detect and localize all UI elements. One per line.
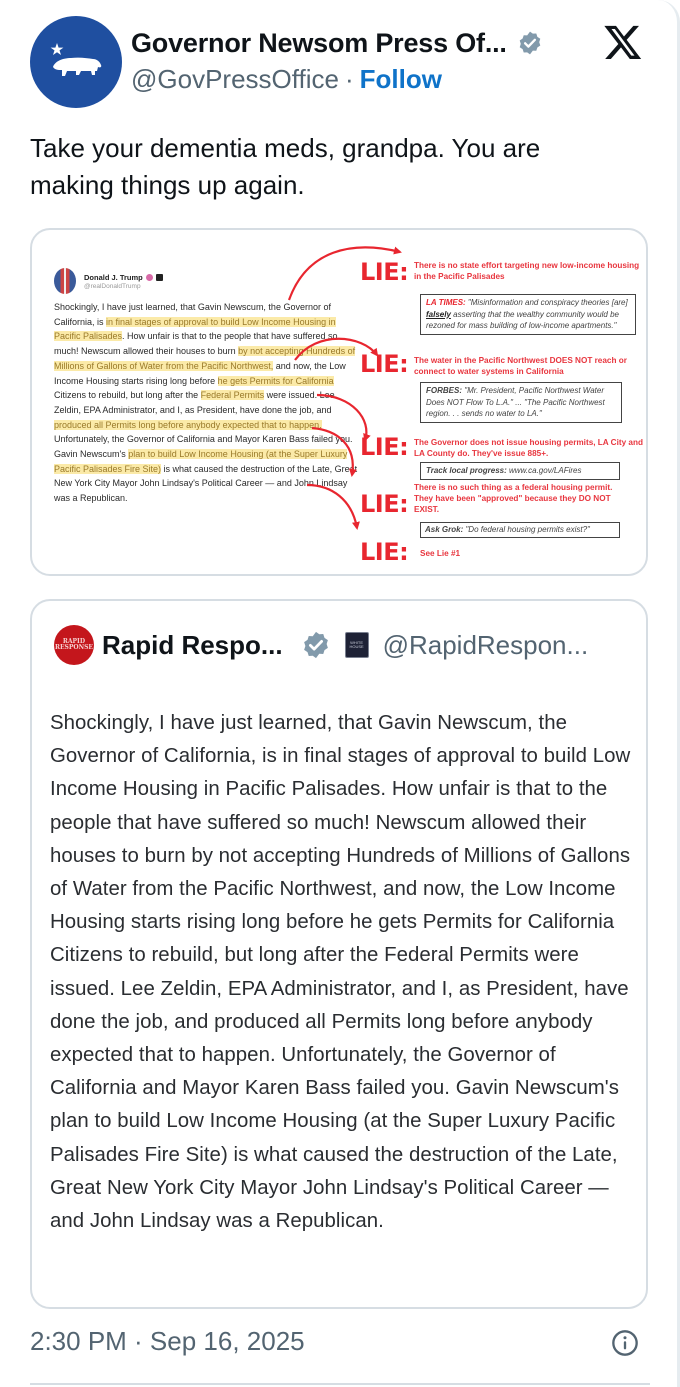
highlighted-segment: in final stages of approval to build Low Income Housing in Pacific Palisades bbox=[54, 316, 336, 342]
post-timestamp[interactable]: 2:30 PM · Sep 16, 2025 bbox=[30, 1326, 305, 1356]
california-bear-flag-icon bbox=[45, 37, 107, 87]
source-emphasis: falsely bbox=[426, 309, 451, 319]
highlighted-segment: Federal Permits bbox=[200, 390, 265, 401]
fact-check-column bbox=[360, 230, 648, 576]
highlighted-segment: by not accepting Hundreds of Millions of Gallons of Water from the Pacific Northwest, bbox=[54, 346, 356, 371]
source-text: "Mr. President, Pacific Northwest Water Does NOT Flow To L.A." ... "The Pacific Northwest region. . . sends no water to LA." bbox=[426, 386, 605, 418]
highlighted-segment: he gets Permits for California bbox=[217, 375, 334, 386]
text-segment: were issued. Lee Zeldin, EPA Administrator, and I, as President, have done the job, and bbox=[54, 390, 335, 415]
follow-button[interactable]: Follow bbox=[359, 64, 442, 94]
source-text: www.ca.gov/LAFires bbox=[506, 466, 582, 475]
source-box bbox=[420, 522, 620, 538]
white-house-badge-icon bbox=[345, 632, 369, 658]
source-box bbox=[420, 382, 622, 423]
lie-claim: See Lie #1 bbox=[420, 549, 461, 558]
embedded-post-handle: @realDonaldTrump bbox=[84, 282, 141, 290]
avatar-text: RAPID RESPONSE bbox=[54, 638, 94, 651]
attached-image[interactable] bbox=[30, 228, 648, 576]
info-icon[interactable] bbox=[611, 1329, 639, 1357]
embedded-post-avatar bbox=[54, 268, 76, 294]
text-segment: is what caused the destruction of the Late, Great New York City Mayor John Lindsay's Political Career — and John Lindsay was a Republican. bbox=[54, 463, 358, 504]
source-box bbox=[420, 462, 620, 480]
lie-claim: There is no state effort targeting new low-income housing in the Pacific Palisades bbox=[414, 261, 640, 281]
source-label: LA TIMES: bbox=[426, 298, 466, 307]
highlighted-segment: produced all Permits long before anybody expected that to happen. bbox=[54, 419, 322, 430]
lie-claim: The Governor does not issue housing permits, LA City and LA County do. They've issue 885+. bbox=[414, 438, 643, 458]
footer-divider bbox=[30, 1383, 650, 1385]
lie-label: LIE: bbox=[360, 350, 409, 378]
highlighted-segment: plan to build Low Income Housing (at the Super Luxury Pacific Palisades Fire Site) bbox=[54, 449, 348, 474]
quoted-author-display-name[interactable]: Rapid Respo... bbox=[102, 629, 283, 660]
verified-badge-icon bbox=[301, 630, 331, 660]
quoted-author-avatar[interactable] bbox=[54, 625, 94, 665]
text-segment: Shockingly, I have just learned, that Gavin Newscum, the Governor of California, is bbox=[54, 302, 331, 327]
lie-label: LIE: bbox=[360, 490, 409, 518]
affiliate-text: WHITE HOUSE bbox=[349, 640, 364, 649]
quoted-post-header bbox=[54, 627, 588, 663]
quoted-post-text: Shockingly, I have just learned, that Gavin Newscum, the Governor of California, is in final stages of approval to build Low Income Housing in Pacific Palisades. How unfair is that to the people that have suffered so much! Newscum allowed their houses to burn by not accepting Hundreds of Millions of Gallons of Water from the Pacific Northwest, and now, the Low Income Housing starts rising long before he gets Permits for California Citizens to rebuild, but long after the Federal Permits were issued. Lee Zeldin, EPA Administrator, and I, as President, have done the job, and produced all Permits long before anybody expected that to happen. Unfortunately, the Governor of California and Mayor Karen Bass failed you. Gavin Newscum's plan to build Low Income Housing (at the Super Luxury Pacific Palisades Fire Site) is what caused the destruction of the Late, Great New York City Mayor John Lindsay's Political Career — and John Lindsay was a Republican. bbox=[50, 712, 631, 1233]
text-segment: . How unfair is that to the people that have suffered so much! Newscum allowed their houses to burn bbox=[54, 331, 338, 357]
verified-badge-icon bbox=[146, 274, 153, 281]
lie-label: LIE: bbox=[360, 258, 409, 286]
embedded-post-display-name: Donald J. Trump bbox=[84, 272, 143, 282]
source-box bbox=[420, 294, 636, 335]
text-segment: Citizens to rebuild, but long after the bbox=[54, 390, 201, 401]
author-display-name[interactable]: Governor Newsom Press Of... bbox=[131, 27, 507, 58]
quoted-post[interactable] bbox=[30, 599, 648, 1309]
source-text: "Do federal housing permits exist?" bbox=[463, 525, 590, 534]
post-header bbox=[30, 16, 650, 108]
text-segment: Unfortunately, the Governor of California and Mayor Karen Bass failed you. Gavin Newscum's bbox=[54, 434, 353, 460]
text-segment: and now, the Low Income Housing starts rising long before bbox=[54, 360, 346, 386]
separator-dot: · bbox=[344, 64, 354, 94]
verified-badge-icon bbox=[517, 30, 543, 56]
gov-badge-icon bbox=[156, 274, 163, 281]
lie-claim: The water in the Pacific Northwest DOES NOT reach or connect to water systems in California bbox=[414, 356, 627, 376]
source-text: asserting that the wealthy community would be rezoned for mass building of low-income apartments." bbox=[426, 309, 619, 330]
embedded-post-body bbox=[54, 300, 359, 506]
author-avatar[interactable] bbox=[30, 16, 122, 108]
quoted-author-handle[interactable]: @RapidRespon... bbox=[382, 629, 589, 660]
embedded-post-header bbox=[54, 268, 163, 294]
x-logo-icon[interactable] bbox=[602, 22, 644, 62]
post-text: Take your dementia meds, grandpa. You are making things up again. bbox=[30, 133, 541, 200]
source-label: FORBES: bbox=[426, 386, 462, 395]
lie-claim: There is no such thing as a federal housing permit. They have been "approved" because they DO NOT EXIST. bbox=[414, 483, 613, 514]
source-label: Ask Grok: bbox=[425, 525, 464, 534]
lie-label: LIE: bbox=[360, 433, 409, 461]
author-handle[interactable]: @GovPressOffice bbox=[131, 64, 339, 94]
source-text: "Misinformation and conspiracy theories [are] bbox=[465, 298, 628, 307]
source-label: Track local progress: bbox=[426, 466, 507, 475]
lie-label: LIE: bbox=[360, 538, 409, 566]
